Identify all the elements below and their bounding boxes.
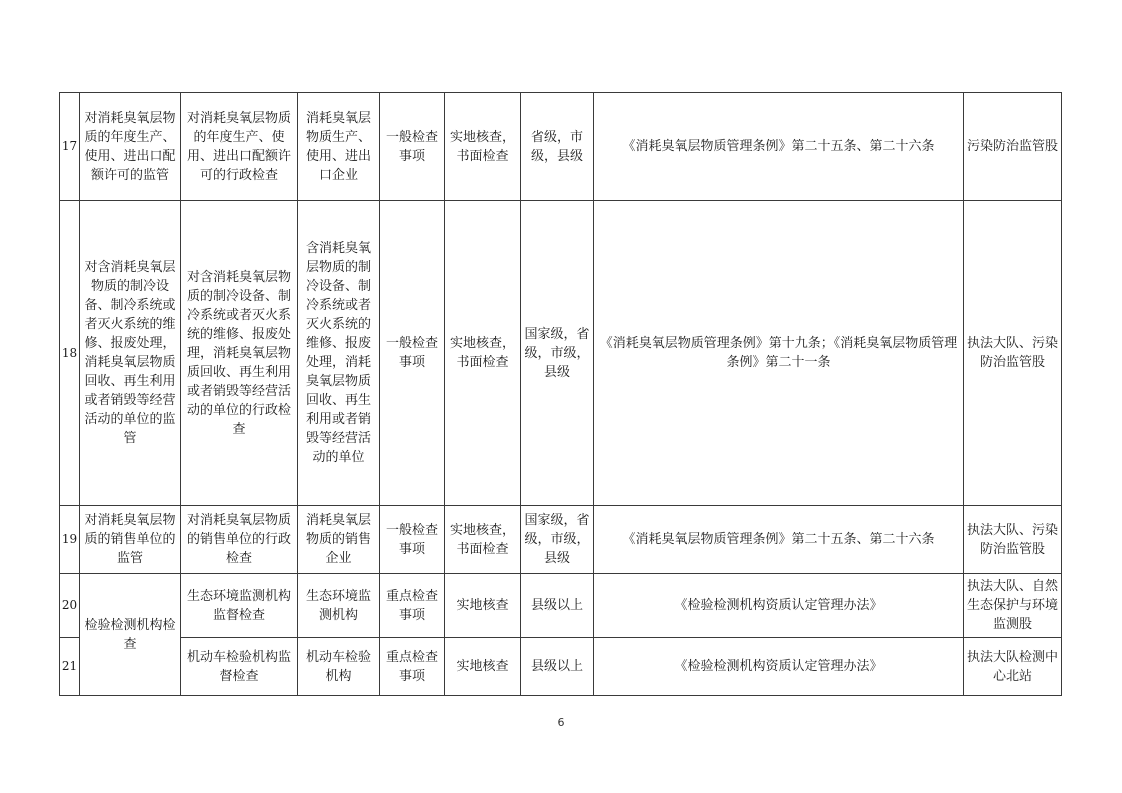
row-number: 18 bbox=[60, 201, 80, 506]
legal-basis-cell: 《消耗臭氧层物质管理条例》第二十五条、第二十六条 bbox=[594, 506, 964, 574]
inspection-target-cell: 生态环境监测机构 bbox=[298, 574, 380, 638]
inspection-category-cell: 重点检查事项 bbox=[380, 574, 445, 638]
inspection-level-cell: 国家级，省级，市级，县级 bbox=[521, 201, 594, 506]
table-row bbox=[60, 93, 1062, 201]
table-row bbox=[60, 506, 1062, 574]
item-name-cell: 检验检测机构检查 bbox=[80, 574, 181, 696]
inspection-content-cell: 机动车检验机构监督检查 bbox=[181, 638, 298, 696]
legal-basis-cell: 《检验检测机构资质认定管理办法》 bbox=[594, 574, 964, 638]
inspection-category-cell: 一般检查事项 bbox=[380, 93, 445, 201]
inspection-target-cell: 消耗臭氧层物质的销售企业 bbox=[298, 506, 380, 574]
inspection-method-cell: 实地核查 bbox=[445, 638, 521, 696]
legal-basis-cell: 《消耗臭氧层物质管理条例》第十九条；《消耗臭氧层物质管理条例》第二十一条 bbox=[594, 201, 964, 506]
responsible-dept-cell: 执法大队、污染防治监管股 bbox=[964, 506, 1062, 574]
responsible-dept-cell: 执法大队检测中心北站 bbox=[964, 638, 1062, 696]
table-row bbox=[60, 638, 1062, 696]
row-number: 21 bbox=[60, 638, 80, 696]
inspection-items-table bbox=[59, 92, 1062, 696]
legal-basis-cell: 《检验检测机构资质认定管理办法》 bbox=[594, 638, 964, 696]
row-number: 20 bbox=[60, 574, 80, 638]
inspection-level-cell: 县级以上 bbox=[521, 638, 594, 696]
inspection-target-cell: 机动车检验机构 bbox=[298, 638, 380, 696]
inspection-category-cell: 重点检查事项 bbox=[380, 638, 445, 696]
row-number: 19 bbox=[60, 506, 80, 574]
item-name-cell: 对含消耗臭氧层物质的制冷设备、制冷系统或者灭火系统的维修、报废处理，消耗臭氧层物质回收、再生利用或者销毁等经营活动的单位的监管 bbox=[80, 201, 181, 506]
table-row bbox=[60, 574, 1062, 638]
table-row bbox=[60, 201, 1062, 506]
inspection-target-cell: 消耗臭氧层物质生产、使用、进出口企业 bbox=[298, 93, 380, 201]
inspection-level-cell: 省级，市级，县级 bbox=[521, 93, 594, 201]
inspection-method-cell: 实地核查，书面检查 bbox=[445, 506, 521, 574]
item-name-cell: 对消耗臭氧层物质的销售单位的监管 bbox=[80, 506, 181, 574]
inspection-category-cell: 一般检查事项 bbox=[380, 506, 445, 574]
inspection-content-cell: 对消耗臭氧层物质的销售单位的行政检查 bbox=[181, 506, 298, 574]
page-number: 6 bbox=[557, 716, 565, 729]
inspection-method-cell: 实地核查，书面检查 bbox=[445, 201, 521, 506]
responsible-dept-cell: 污染防治监管股 bbox=[964, 93, 1062, 201]
inspection-level-cell: 县级以上 bbox=[521, 574, 594, 638]
inspection-method-cell: 实地核查，书面检查 bbox=[445, 93, 521, 201]
responsible-dept-cell: 执法大队、污染防治监管股 bbox=[964, 201, 1062, 506]
inspection-method-cell: 实地核查 bbox=[445, 574, 521, 638]
legal-basis-cell: 《消耗臭氧层物质管理条例》第二十五条、第二十六条 bbox=[594, 93, 964, 201]
inspection-content-cell: 对消耗臭氧层物质的年度生产、使用、进出口配额许可的行政检查 bbox=[181, 93, 298, 201]
item-name-cell: 对消耗臭氧层物质的年度生产、使用、进出口配额许可的监管 bbox=[80, 93, 181, 201]
row-number: 17 bbox=[60, 93, 80, 201]
inspection-category-cell: 一般检查事项 bbox=[380, 201, 445, 506]
inspection-target-cell: 含消耗臭氧层物质的制冷设备、制冷系统或者灭火系统的维修、报废处理，消耗臭氧层物质回收、再生利用或者销毁等经营活动的单位 bbox=[298, 201, 380, 506]
inspection-content-cell: 生态环境监测机构监督检查 bbox=[181, 574, 298, 638]
inspection-level-cell: 国家级，省级，市级，县级 bbox=[521, 506, 594, 574]
responsible-dept-cell: 执法大队、自然生态保护与环境监测股 bbox=[964, 574, 1062, 638]
inspection-content-cell: 对含消耗臭氧层物质的制冷设备、制冷系统或者灭火系统的维修、报废处理，消耗臭氧层物质回收、再生利用或者销毁等经营活动的单位的行政检查 bbox=[181, 201, 298, 506]
